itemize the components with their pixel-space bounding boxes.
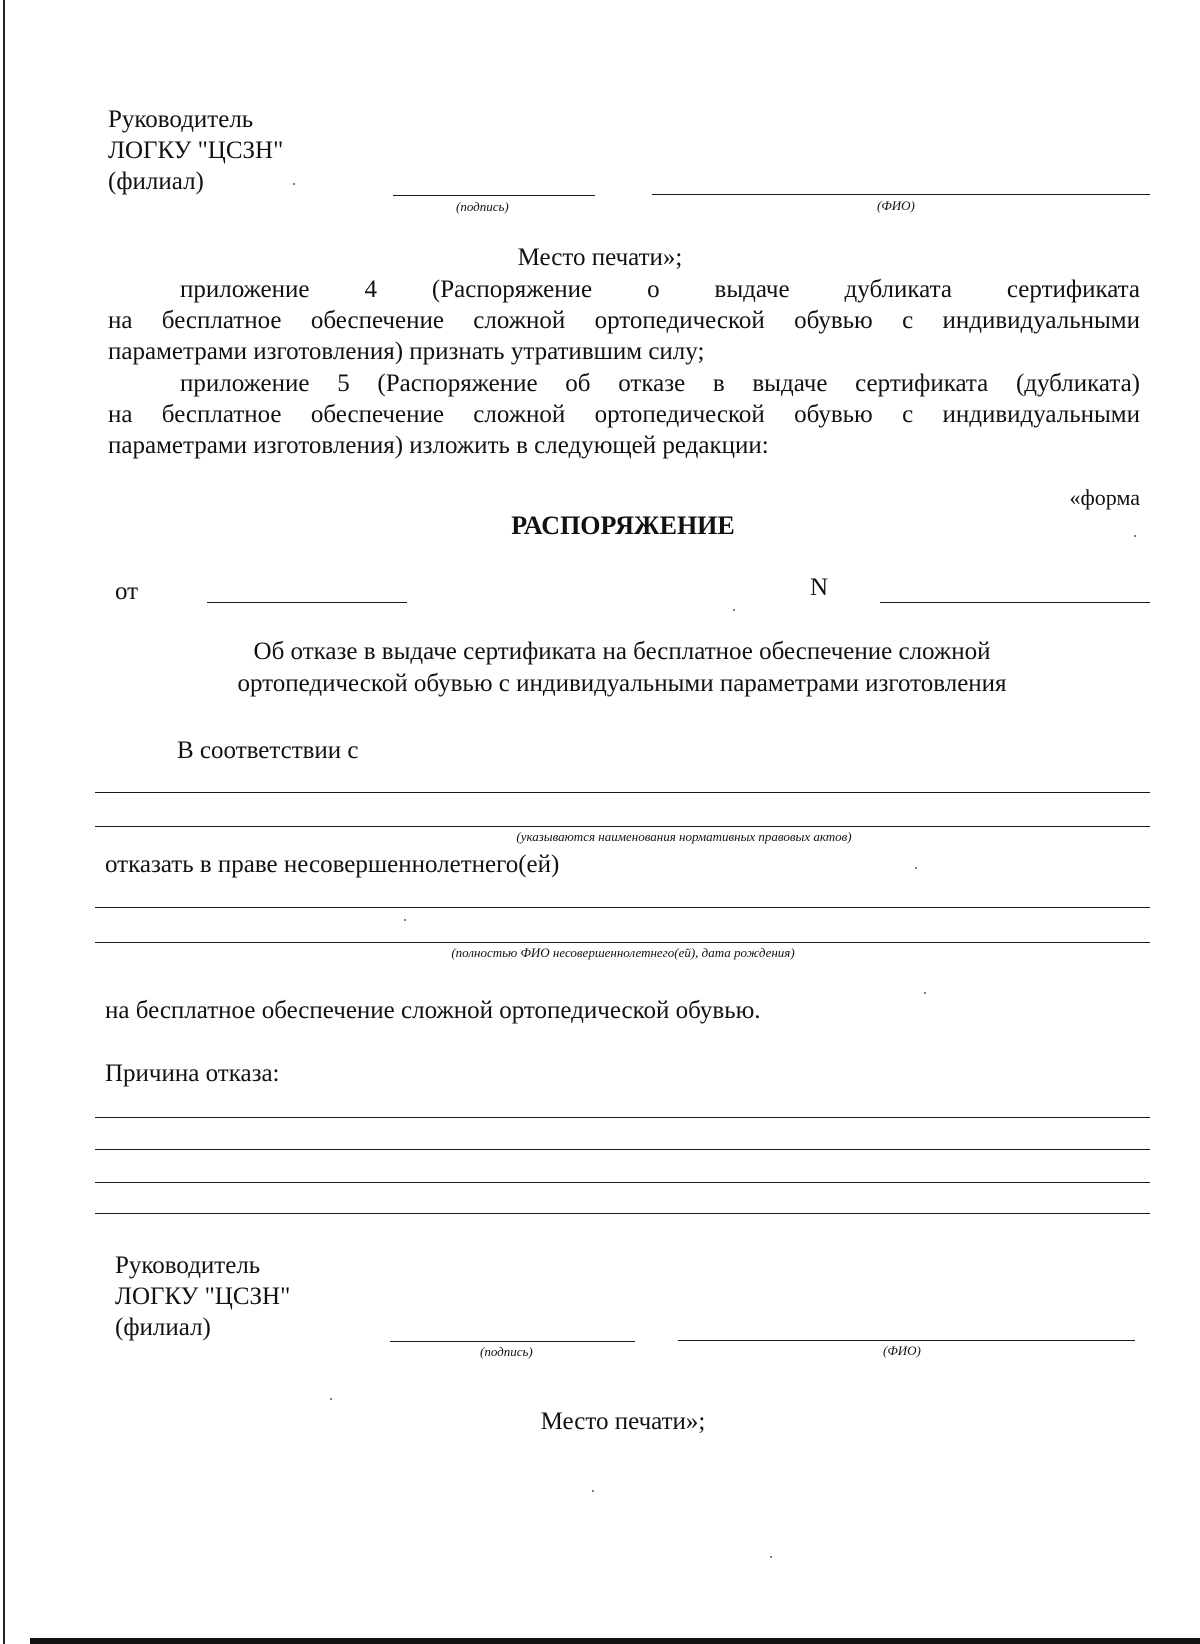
form-title: РАСПОРЯЖЕНИЕ [511,511,735,540]
scan-speck [770,1556,772,1558]
date-line [207,602,407,603]
top-seal-text: Место печати»; [517,244,683,271]
refuse-text: отказать в праве несовершеннолетнего(ей) [105,851,560,878]
scan-edge-bottom [30,1638,1200,1644]
reason-line-2 [95,1149,1150,1150]
subject-line-1: Об отказе в выдаче сертификата на бесплатное обеспечение сложной [253,638,991,665]
bottom-signer-organization: ЛОГКУ "ЦСЗН" [115,1283,291,1310]
bottom-name-line [678,1340,1135,1341]
basis-line-2 [95,826,1150,827]
bottom-seal-text: Место печати»; [540,1408,706,1435]
top-name-line [652,194,1150,195]
top-name-caption: (ФИО) [877,198,915,213]
minor-line-2 [95,942,1150,943]
reason-line-3 [95,1182,1150,1183]
scan-speck [293,183,295,185]
top-signature-line [393,195,595,196]
subject-line-2: ортопедической обувью с индивидуальными параметрами изготовления [237,670,1007,697]
scan-speck [924,992,926,994]
scan-speck [733,609,735,611]
appendix4-line-3: параметрами изготовления) признать утратившим силу; [108,338,705,365]
scan-speck [915,867,917,869]
top-signature-caption: (подпись) [456,199,509,214]
top-signer-branch: (филиал) [108,168,204,195]
bottom-name-caption: (ФИО) [883,1343,921,1358]
appendix4-line-2: на бесплатное обеспечение сложной ортопедической обувью с индивидуальными [108,307,1140,334]
scan-speck [330,1398,332,1400]
form-label: «форма [1069,485,1140,510]
basis-line-1 [95,792,1150,793]
scan-speck [592,1490,594,1492]
minor-line-1 [95,907,1150,908]
reason-line-4 [95,1213,1150,1214]
scan-speck [404,919,406,921]
top-signer-position: Руководитель [108,106,254,133]
bottom-signer-position: Руководитель [115,1252,261,1279]
appendix5-line-2: на бесплатное обеспечение сложной ортопедической обувью с индивидуальными [108,401,1140,428]
number-prefix: N [810,574,829,601]
appendix5-line-3: параметрами изготовления) изложить в следующей редакции: [108,432,769,459]
provision-text: на бесплатное обеспечение сложной ортопедической обувью. [105,997,761,1024]
appendix4-line-1: приложение 4 (Распоряжение о выдаче дубликата сертификата [180,276,1140,303]
reason-label: Причина отказа: [105,1060,280,1087]
bottom-signature-caption: (подпись) [480,1344,533,1359]
bottom-signature-line [390,1341,635,1342]
bottom-signer-branch: (филиал) [115,1314,211,1341]
reason-line-1 [95,1117,1150,1118]
basis-caption: (указываются наименования нормативных правовых актов) [516,829,852,844]
appendix5-paragraph [108,368,1140,461]
top-signer-organization: ЛОГКУ "ЦСЗН" [108,137,284,164]
appendix4-paragraph [108,274,1140,367]
appendix5-line-1: приложение 5 (Распоряжение об отказе в выдаче сертификата (дубликата) [180,370,1140,397]
date-prefix: от [115,578,139,605]
basis-intro: В соответствии с [177,737,359,764]
number-line [880,602,1150,603]
minor-caption: (полностью ФИО несовершеннолетнего(ей), дата рождения) [451,945,795,960]
